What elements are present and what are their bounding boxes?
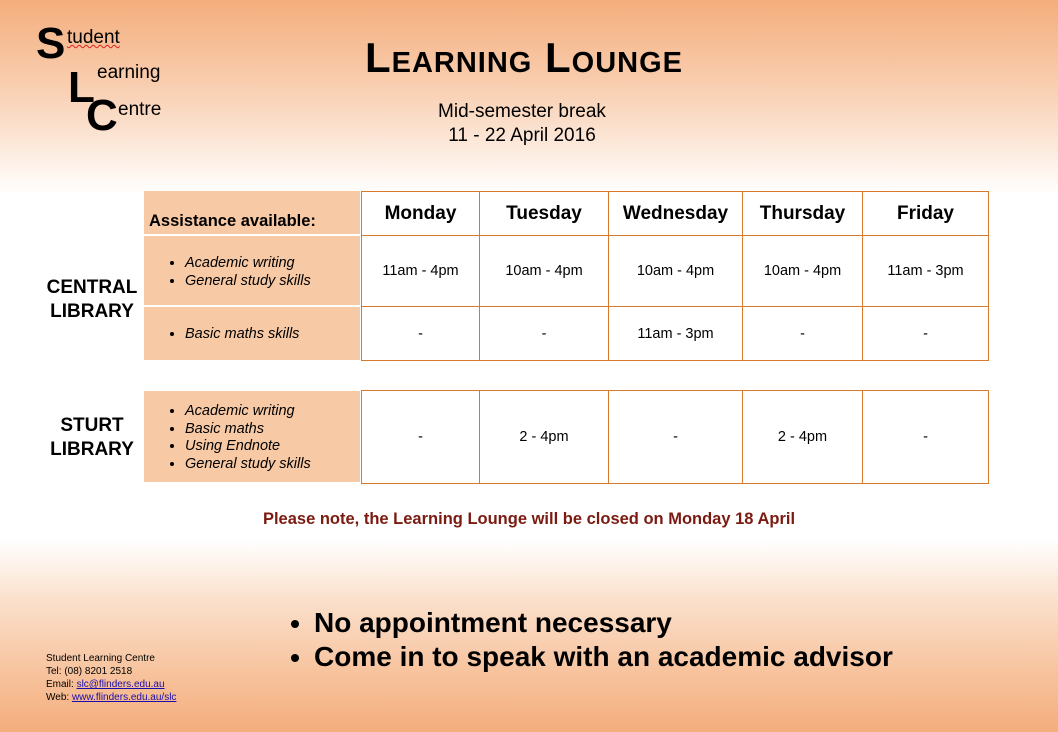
list-item: • Basic maths bbox=[185, 421, 311, 439]
page-title: Learning Lounge bbox=[364, 34, 684, 81]
contact-email-row bbox=[46, 678, 176, 691]
time-cell: 10am - 4pm bbox=[480, 236, 609, 307]
central-group1-skills bbox=[145, 255, 311, 290]
time-cell: - bbox=[743, 307, 863, 361]
subtitle-line-2: 11 - 22 April 2016 bbox=[448, 125, 596, 146]
contact-tel: Tel: (08) 8201 2518 bbox=[46, 666, 133, 677]
time-cell: 2 - 4pm bbox=[743, 391, 863, 484]
central-schedule-table bbox=[361, 191, 989, 361]
time-cell: - bbox=[863, 391, 989, 484]
slc-logo bbox=[36, 18, 216, 138]
email-link[interactable]: slc@flinders.edu.au bbox=[76, 679, 165, 690]
time-cell: 10am - 4pm bbox=[609, 236, 743, 307]
logo-letter-l: L bbox=[68, 63, 95, 112]
day-header-thursday: Thursday bbox=[743, 192, 863, 236]
closure-note: Please note, the Learning Lounge will be closed on Monday 18 April bbox=[262, 510, 796, 528]
list-item: • No appointment necessary bbox=[314, 606, 893, 640]
list-item: • Academic writing bbox=[185, 255, 311, 273]
table-row bbox=[362, 307, 989, 361]
central-library-label bbox=[38, 276, 146, 324]
time-cell: 11am - 4pm bbox=[362, 236, 480, 307]
info-bullets bbox=[284, 606, 893, 674]
web-label: Web: bbox=[46, 692, 72, 703]
sturt-skills bbox=[145, 403, 311, 473]
logo-word-earning: earning bbox=[97, 62, 161, 83]
time-cell: 11am - 3pm bbox=[609, 307, 743, 361]
day-header-friday: Friday bbox=[863, 192, 989, 236]
logo-letter-c: C bbox=[86, 91, 118, 140]
email-label: Email: bbox=[46, 679, 77, 690]
table-row bbox=[362, 236, 989, 307]
time-cell: 2 - 4pm bbox=[480, 391, 609, 484]
assistance-available-label: Assistance available: bbox=[149, 212, 316, 230]
table-header-row bbox=[362, 192, 989, 236]
subtitle bbox=[372, 100, 672, 148]
contact-info bbox=[46, 652, 176, 704]
list-item: • General study skills bbox=[185, 273, 311, 291]
time-cell: 11am - 3pm bbox=[863, 236, 989, 307]
time-cell: 10am - 4pm bbox=[743, 236, 863, 307]
list-item: • Basic maths skills bbox=[185, 326, 299, 344]
day-header-tuesday: Tuesday bbox=[480, 192, 609, 236]
contact-name: Student Learning Centre bbox=[46, 653, 155, 664]
central-label-line-1: CENTRAL bbox=[46, 277, 138, 298]
time-cell: - bbox=[362, 307, 480, 361]
time-cell: - bbox=[863, 307, 989, 361]
central-group2-skills bbox=[145, 326, 299, 344]
time-cell: - bbox=[609, 391, 743, 484]
subtitle-line-1: Mid-semester break bbox=[438, 101, 606, 122]
sturt-library-label bbox=[38, 414, 146, 462]
time-cell: - bbox=[480, 307, 609, 361]
sturt-schedule-table bbox=[361, 390, 989, 484]
list-item: • Academic writing bbox=[185, 403, 311, 421]
logo-word-entre: entre bbox=[118, 99, 162, 120]
web-link[interactable]: www.flinders.edu.au/slc bbox=[71, 692, 177, 703]
day-header-monday: Monday bbox=[362, 192, 480, 236]
sturt-label-line-2: LIBRARY bbox=[50, 439, 134, 460]
list-item: • Using Endnote bbox=[185, 438, 311, 456]
list-item: • General study skills bbox=[185, 456, 311, 474]
sturt-label-line-1: STURT bbox=[60, 415, 124, 436]
table-row bbox=[362, 391, 989, 484]
central-label-line-2: LIBRARY bbox=[50, 301, 134, 322]
logo-word-tudent: tudent bbox=[67, 27, 120, 48]
day-header-wednesday: Wednesday bbox=[609, 192, 743, 236]
list-item: • Come in to speak with an academic advisor bbox=[314, 640, 893, 674]
contact-web-row bbox=[46, 691, 176, 704]
time-cell: - bbox=[362, 391, 480, 484]
logo-letter-s: S bbox=[36, 19, 66, 68]
